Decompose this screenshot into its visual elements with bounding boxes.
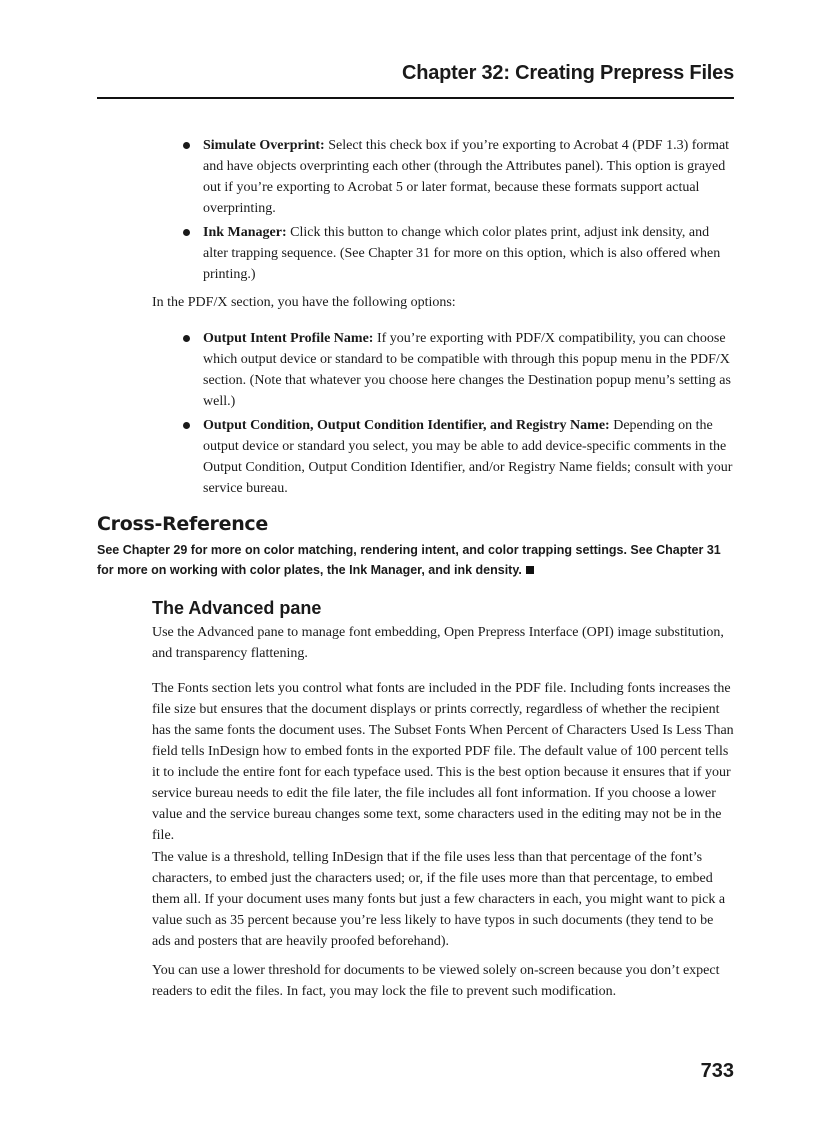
cross-reference-title: Cross-Reference (97, 513, 268, 535)
body-paragraph: Use the Advanced pane to manage font embedding, Open Prepress Interface (OPI) image substitution, and transparency flattening. (152, 625, 724, 661)
bullet-icon (183, 142, 190, 149)
list-item (183, 328, 735, 412)
body-paragraph: The value is a threshold, telling InDesign that if the file uses less than that percentage of the font’s characters, to embed just the characters used; or, if the file uses more than that percentage, to embed them all. If your document uses many fonts but just a few characters in each, you might want to pick a value such as 35 percent because you’re less likely to have typos in such documents (they tend to be ads and posters that are heavily proofed beforehand). (152, 850, 726, 949)
bullet-list-export-options (183, 135, 735, 288)
list-item-term: Output Condition, Output Condition Identifier, and Registry Name: (203, 418, 610, 433)
list-item-text: Click this button to change which color plates print, adjust ink density, and alter trapping sequence. (See Chapter 31 for more on this option, which is also offered when printing.) (203, 225, 721, 282)
list-item-text: Depending on the output device or standard you select, you may be able to add device-specific comments in the Output Condition, Output Condition Identifier, and/or Registry Name fields; consult with your service bureau. (203, 418, 733, 496)
list-item-text: If you’re exporting with PDF/X compatibility, you can choose which output device or standard to be compatible with through this popup menu in the PDF/X section. (Note that whatever you choose here changes the Destination popup menu’s setting as well.) (203, 331, 731, 409)
cross-reference-body (97, 540, 734, 580)
list-item-text: Select this check box if you’re exporting to Acrobat 4 (PDF 1.3) format and have objects overprinting each other (through the Attributes panel). This option is grayed out if you’re exporting to Acrobat 5 or later format, because these formats support actual overprinting. (203, 138, 730, 216)
bullet-icon (183, 335, 190, 342)
list-item (183, 222, 735, 285)
page-number: 733 (700, 1060, 734, 1082)
section-heading: The Advanced pane (152, 598, 322, 618)
list-item (183, 135, 735, 219)
list-item-term: Ink Manager: (203, 225, 287, 240)
list-item-term: Output Intent Profile Name: (203, 331, 374, 346)
end-mark-icon (526, 566, 534, 574)
pdfx-intro-paragraph: In the PDF/X section, you have the following options: (152, 295, 456, 310)
bullet-icon (183, 229, 190, 236)
cross-reference-text: See Chapter 29 for more on color matching, rendering intent, and color trapping settings. See Chapter 31 for more on working with color plates, the Ink Manager, and ink density. (97, 543, 721, 577)
list-item (183, 415, 735, 499)
bullet-icon (183, 422, 190, 429)
body-paragraph: The Fonts section lets you control what fonts are included in the PDF file. Including fonts increases the file size but ensures that the document displays or prints correctly, regardless of whether the recipient has the same fonts the document uses. The Subset Fonts When Percent of Characters Used Is Less Than field tells InDesign how to embed fonts in the exported PDF file. The default value of 100 percent tells it to include the entire font for each typeface used. This is the best option because it ensures that if your service bureau needs to edit the file later, the file includes all font information. If you choose a lower value and the service bureau changes some text, some characters used in the editing may not be in the file. (152, 681, 734, 843)
header-rule (97, 97, 734, 99)
list-item-term: Simulate Overprint: (203, 138, 325, 153)
bullet-list-pdfx-options (183, 328, 735, 502)
body-paragraph: You can use a lower threshold for documents to be viewed solely on-screen because you don’t expect readers to edit the files. In fact, you may lock the file to prevent such modification. (152, 963, 720, 999)
running-header: Chapter 32: Creating Prepress Files (401, 62, 734, 84)
